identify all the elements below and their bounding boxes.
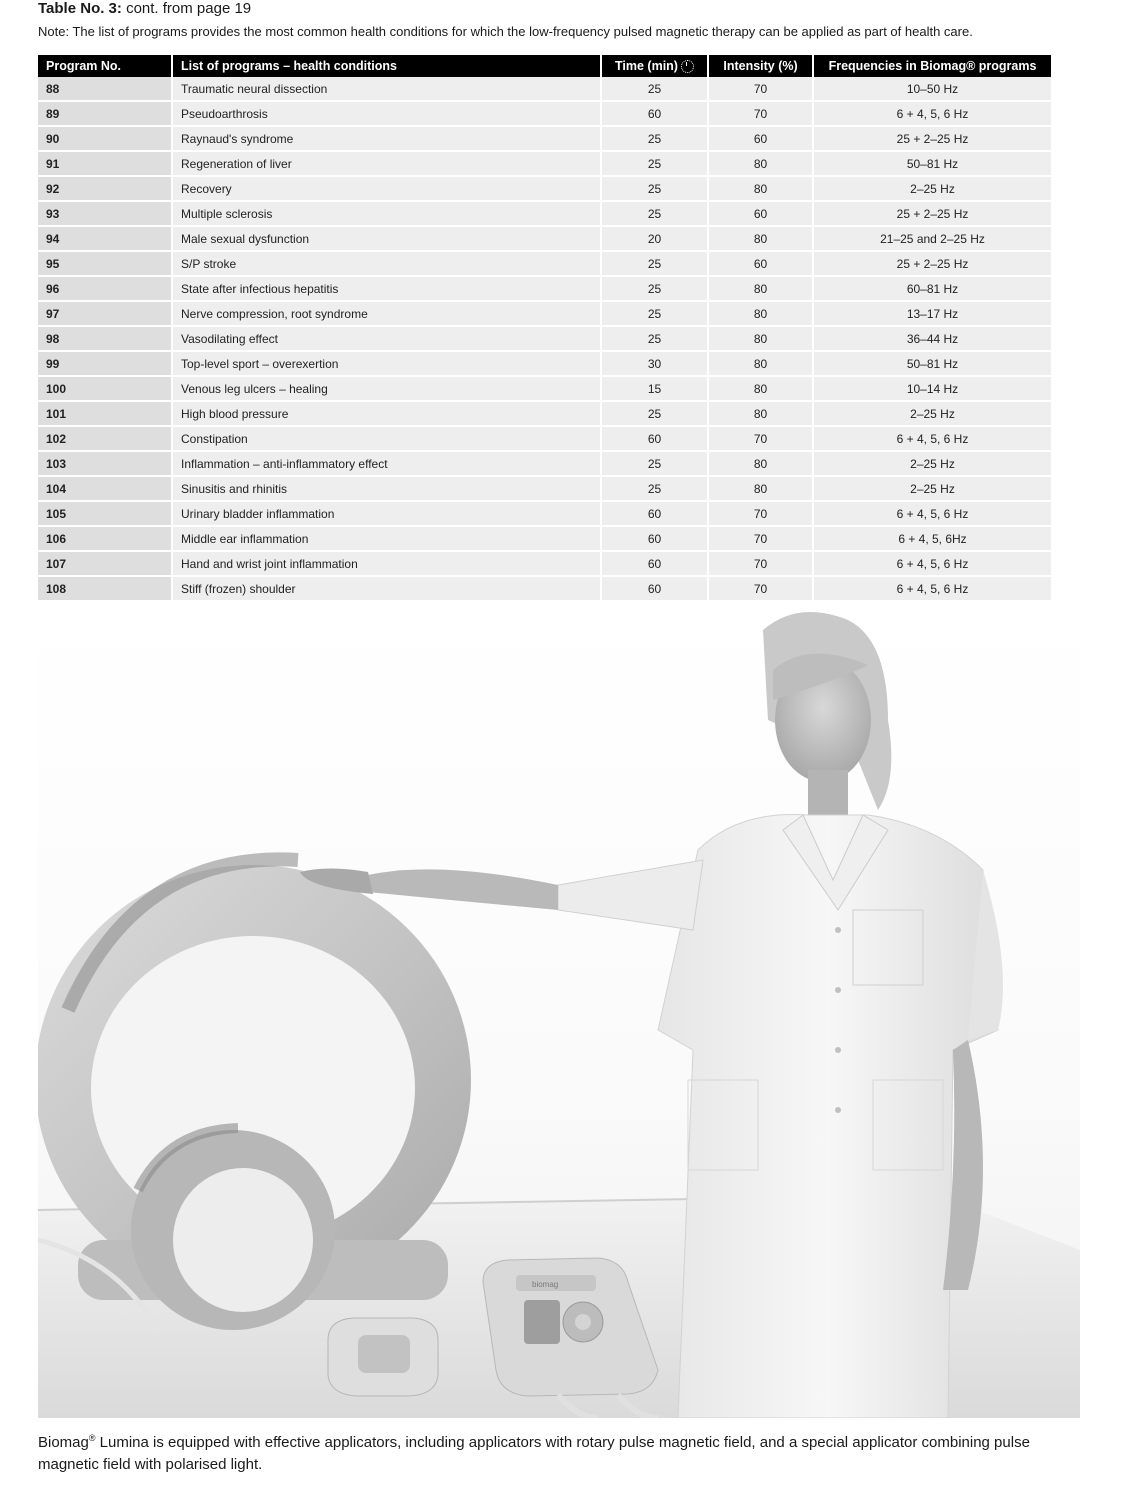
table-row <box>38 376 1051 401</box>
header-time-label: Time (min) <box>615 59 678 73</box>
program-frequency: 25 + 2–25 Hz <box>813 251 1051 276</box>
program-number: 98 <box>38 326 172 351</box>
program-intensity: 70 <box>708 426 813 451</box>
program-number: 97 <box>38 301 172 326</box>
program-frequency: 2–25 Hz <box>813 476 1051 501</box>
program-number: 107 <box>38 551 172 576</box>
program-frequency: 25 + 2–25 Hz <box>813 126 1051 151</box>
program-intensity: 70 <box>708 551 813 576</box>
program-frequency: 10–14 Hz <box>813 376 1051 401</box>
program-intensity: 70 <box>708 101 813 126</box>
table-row <box>38 126 1051 151</box>
programs-table <box>38 55 1051 602</box>
program-time: 25 <box>601 301 708 326</box>
program-condition: Venous leg ulcers – healing <box>172 376 601 401</box>
program-intensity: 80 <box>708 276 813 301</box>
table-row <box>38 551 1051 576</box>
table-row <box>38 501 1051 526</box>
program-time: 25 <box>601 126 708 151</box>
program-number: 96 <box>38 276 172 301</box>
program-condition: Multiple sclerosis <box>172 201 601 226</box>
program-number: 90 <box>38 126 172 151</box>
program-frequency: 21–25 and 2–25 Hz <box>813 226 1051 251</box>
table-heading-text: cont. from page 19 <box>126 0 252 17</box>
program-intensity: 80 <box>708 326 813 351</box>
program-time: 25 <box>601 326 708 351</box>
program-condition: Hand and wrist joint inflammation <box>172 551 601 576</box>
header-frequencies: Frequencies in Biomag® programs <box>813 55 1051 77</box>
table-row <box>38 451 1051 476</box>
header-intensity: Intensity (%) <box>708 55 813 77</box>
program-time: 60 <box>601 501 708 526</box>
program-frequency: 6 + 4, 5, 6 Hz <box>813 101 1051 126</box>
program-intensity: 80 <box>708 451 813 476</box>
program-number: 100 <box>38 376 172 401</box>
program-number: 92 <box>38 176 172 201</box>
program-intensity: 80 <box>708 401 813 426</box>
program-time: 25 <box>601 401 708 426</box>
table-row <box>38 351 1051 376</box>
program-intensity: 70 <box>708 576 813 601</box>
table-row <box>38 401 1051 426</box>
program-intensity: 70 <box>708 526 813 551</box>
program-frequency: 6 + 4, 5, 6Hz <box>813 526 1051 551</box>
program-condition: Male sexual dysfunction <box>172 226 601 251</box>
program-condition: Urinary bladder inflammation <box>172 501 601 526</box>
program-number: 95 <box>38 251 172 276</box>
program-time: 30 <box>601 351 708 376</box>
program-number: 99 <box>38 351 172 376</box>
caption-brand: Biomag <box>38 1434 89 1451</box>
program-number: 93 <box>38 201 172 226</box>
table-row <box>38 301 1051 326</box>
program-number: 88 <box>38 77 172 101</box>
program-time: 60 <box>601 576 708 601</box>
table-row <box>38 176 1051 201</box>
program-frequency: 36–44 Hz <box>813 326 1051 351</box>
program-number: 108 <box>38 576 172 601</box>
table-row <box>38 77 1051 101</box>
program-time: 60 <box>601 426 708 451</box>
program-condition: Sinusitis and rhinitis <box>172 476 601 501</box>
program-condition: Stiff (frozen) shoulder <box>172 576 601 601</box>
program-time: 25 <box>601 476 708 501</box>
table-row <box>38 226 1051 251</box>
program-intensity: 80 <box>708 226 813 251</box>
program-frequency: 25 + 2–25 Hz <box>813 201 1051 226</box>
program-frequency: 13–17 Hz <box>813 301 1051 326</box>
program-condition: Middle ear inflammation <box>172 526 601 551</box>
program-condition: Vasodilating effect <box>172 326 601 351</box>
program-condition: Constipation <box>172 426 601 451</box>
program-intensity: 80 <box>708 351 813 376</box>
program-intensity: 80 <box>708 476 813 501</box>
program-time: 25 <box>601 77 708 101</box>
photo-caption <box>38 1427 1088 1476</box>
table-row <box>38 576 1051 601</box>
program-time: 25 <box>601 151 708 176</box>
program-time: 20 <box>601 226 708 251</box>
program-intensity: 70 <box>708 77 813 101</box>
table-note: Note: The list of programs provides the most common health conditions for which the low-frequency pulsed magnetic therapy can be applied as part of health care. <box>38 24 973 39</box>
program-number: 104 <box>38 476 172 501</box>
program-condition: Recovery <box>172 176 601 201</box>
program-frequency: 6 + 4, 5, 6 Hz <box>813 551 1051 576</box>
table-row <box>38 251 1051 276</box>
caption-registered-mark: ® <box>88 1433 96 1443</box>
caption-text: Lumina is equipped with effective applicators, including applicators with rotary pulse magnetic field, and a special applicator combining pulse magnetic field with polarised light. <box>38 1434 1030 1473</box>
table-row <box>38 101 1051 126</box>
program-time: 60 <box>601 526 708 551</box>
program-frequency: 2–25 Hz <box>813 176 1051 201</box>
pad-applicator <box>328 1318 438 1396</box>
program-condition: High blood pressure <box>172 401 601 426</box>
program-time: 25 <box>601 451 708 476</box>
program-intensity: 60 <box>708 251 813 276</box>
program-time: 25 <box>601 251 708 276</box>
table-heading <box>38 0 251 18</box>
program-intensity: 60 <box>708 201 813 226</box>
program-intensity: 60 <box>708 126 813 151</box>
table-heading-label: Table No. 3: <box>38 0 122 17</box>
program-time: 25 <box>601 176 708 201</box>
program-frequency: 6 + 4, 5, 6 Hz <box>813 576 1051 601</box>
program-condition: Raynaud's syndrome <box>172 126 601 151</box>
program-number: 94 <box>38 226 172 251</box>
program-frequency: 60–81 Hz <box>813 276 1051 301</box>
table-row <box>38 151 1051 176</box>
program-condition: S/P stroke <box>172 251 601 276</box>
program-number: 89 <box>38 101 172 126</box>
program-time: 25 <box>601 201 708 226</box>
program-condition: State after infectious hepatitis <box>172 276 601 301</box>
program-condition: Inflammation – anti-inflammatory effect <box>172 451 601 476</box>
program-frequency: 6 + 4, 5, 6 Hz <box>813 426 1051 451</box>
program-condition: Top-level sport – overexertion <box>172 351 601 376</box>
program-time: 60 <box>601 551 708 576</box>
program-frequency: 6 + 4, 5, 6 Hz <box>813 501 1051 526</box>
clock-icon <box>681 60 694 73</box>
program-frequency: 50–81 Hz <box>813 351 1051 376</box>
program-time: 15 <box>601 376 708 401</box>
program-number: 105 <box>38 501 172 526</box>
header-program-list: List of programs – health conditions <box>172 55 601 77</box>
device-label: biomag <box>532 1280 559 1289</box>
program-intensity: 80 <box>708 376 813 401</box>
table-row <box>38 276 1051 301</box>
table-row <box>38 326 1051 351</box>
program-intensity: 80 <box>708 176 813 201</box>
program-time: 25 <box>601 276 708 301</box>
table-header-row <box>38 55 1051 77</box>
program-frequency: 2–25 Hz <box>813 451 1051 476</box>
table-row <box>38 201 1051 226</box>
program-condition: Traumatic neural dissection <box>172 77 601 101</box>
program-intensity: 80 <box>708 301 813 326</box>
program-number: 101 <box>38 401 172 426</box>
table-row <box>38 526 1051 551</box>
table-row <box>38 426 1051 451</box>
product-photo <box>38 610 1080 1418</box>
program-number: 91 <box>38 151 172 176</box>
header-time <box>601 55 708 77</box>
program-frequency: 50–81 Hz <box>813 151 1051 176</box>
product-photo-illustration <box>38 610 1080 1418</box>
program-frequency: 2–25 Hz <box>813 401 1051 426</box>
program-frequency: 10–50 Hz <box>813 77 1051 101</box>
header-program-no: Program No. <box>38 55 172 77</box>
program-condition: Regeneration of liver <box>172 151 601 176</box>
program-number: 102 <box>38 426 172 451</box>
program-number: 103 <box>38 451 172 476</box>
program-condition: Pseudoarthrosis <box>172 101 601 126</box>
program-intensity: 70 <box>708 501 813 526</box>
program-time: 60 <box>601 101 708 126</box>
table-row <box>38 476 1051 501</box>
program-intensity: 80 <box>708 151 813 176</box>
program-condition: Nerve compression, root syndrome <box>172 301 601 326</box>
table-body <box>38 77 1051 601</box>
program-number: 106 <box>38 526 172 551</box>
